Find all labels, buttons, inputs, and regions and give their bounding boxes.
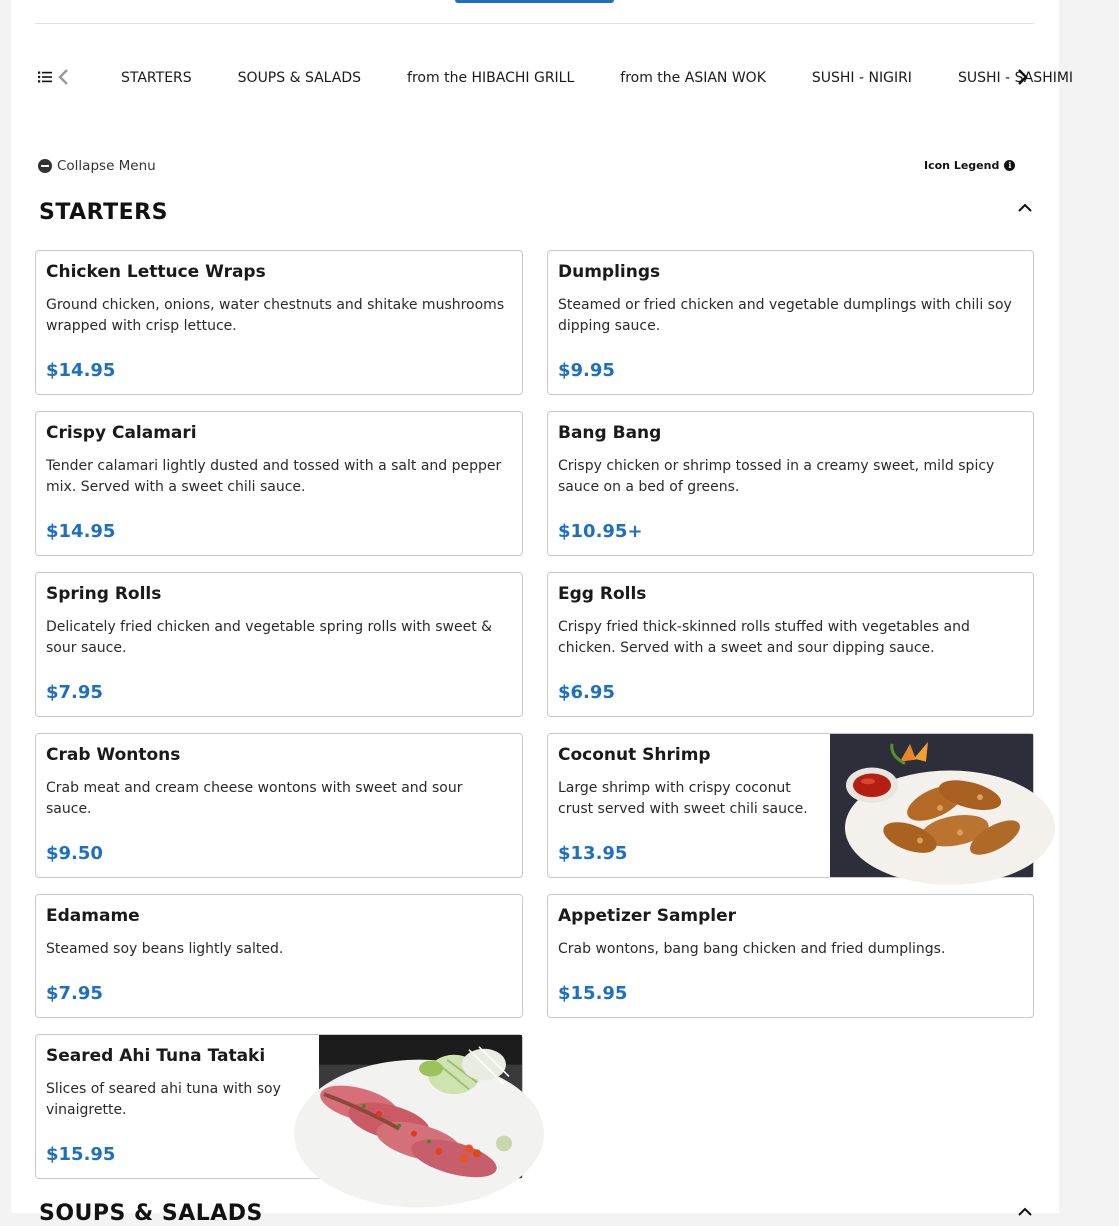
collapse-menu-label: Collapse Menu [57,158,156,174]
collapse-menu-button[interactable] [38,157,156,175]
item-description: Steamed soy beans lightly salted. [46,941,284,957]
coconut-shrimp-photo [830,734,1033,877]
item-price: $13.95 [558,843,628,864]
menu-item-card[interactable] [35,1034,523,1179]
item-description: Crab wontons, bang bang chicken and fried dumplings. [558,941,946,957]
menu-item-card[interactable] [35,572,523,717]
item-price: $7.95 [46,983,103,1004]
item-description: Crab meat and cream cheese wontons with sweet and sour sauce. [46,780,463,817]
category-nav [35,60,1074,96]
chevron-right-icon[interactable] [1015,68,1029,86]
menu-page [11,0,1074,1226]
menu-item-card[interactable] [547,411,1034,556]
item-price: $6.95 [558,682,615,703]
tab-sushi-nigiri[interactable]: SUSHI - NIGIRI [811,70,912,86]
item-price: $15.95 [46,1144,116,1165]
tab-soups-salads[interactable]: SOUPS & SALADS [237,70,362,86]
item-name: Chicken Lettuce Wraps [46,262,266,282]
item-price: $14.95 [46,521,116,542]
item-price: $9.95 [558,360,615,381]
item-name: Seared Ahi Tuna Tataki [46,1046,266,1066]
item-price: $9.50 [46,843,103,864]
item-name: Crab Wontons [46,745,181,765]
top-bar [35,0,1034,24]
order-button[interactable] [455,0,614,3]
item-name: Crispy Calamari [46,423,197,443]
tab-hibachi-grill[interactable]: from the HIBACHI GRILL [407,70,575,86]
category-tabs [91,60,1074,96]
item-name: Appetizer Sampler [558,906,737,926]
icon-legend-button[interactable] [924,157,1015,173]
item-price: $10.95+ [558,521,643,542]
next-section-title: SOUPS & SALADS [39,1201,263,1226]
item-name: Egg Rolls [558,584,647,604]
tab-sushi-sashimi[interactable]: SUSHI - SASHIMI [957,70,1074,86]
item-description: Delicately fried chicken and vegetable spring rolls with sweet & sour sauce. [46,619,493,656]
item-description: Steamed or fried chicken and vegetable dumplings with chili soy dipping sauce. [558,297,1012,334]
menu-item-card[interactable] [547,733,1034,878]
chevron-up-icon[interactable] [1017,202,1033,214]
item-description: Crispy chicken or shrimp tossed in a creamy sweet, mild spicy sauce on a bed of greens. [558,458,995,495]
tab-asian-wok[interactable]: from the ASIAN WOK [620,70,766,86]
minus-circle-icon [38,159,52,173]
item-description: Slices of seared ahi tuna with soy vinaigrette. [46,1081,281,1118]
section-title: STARTERS [39,200,168,225]
menu-item-card[interactable] [547,250,1034,395]
chevron-left-icon[interactable] [57,68,71,86]
item-name: Edamame [46,906,140,926]
menu-item-card[interactable] [547,894,1034,1018]
item-name: Coconut Shrimp [558,745,711,765]
item-price: $14.95 [46,360,116,381]
item-name: Bang Bang [558,423,662,443]
item-price: $15.95 [558,983,628,1004]
item-description: Tender calamari lightly dusted and tossed with a salt and pepper mix. Served with a sweet chili sauce. [46,458,502,495]
icon-legend-label: Icon Legend [924,158,1000,172]
item-name: Spring Rolls [46,584,162,604]
tab-starters[interactable]: STARTERS [121,70,192,86]
menu-item-card[interactable] [547,572,1034,717]
chevron-up-icon[interactable] [1017,1206,1033,1218]
menu-item-card[interactable] [35,733,523,878]
item-price: $7.95 [46,682,103,703]
list-icon[interactable] [37,69,53,85]
menu-item-card[interactable] [35,894,523,1018]
item-description: Ground chicken, onions, water chestnuts and shitake mushrooms wrapped with crisp lettuce. [46,297,505,334]
info-icon: i [1004,160,1015,171]
item-description: Large shrimp with crispy coconut crust served with sweet chili sauce. [558,780,808,817]
menu-items-grid [35,250,1034,1179]
menu-item-card[interactable] [35,250,523,395]
item-description: Crispy fried thick-skinned rolls stuffed with vegetables and chicken. Served with a sweet and sour dipping sauce. [558,619,970,656]
ahi-tuna-photo [319,1035,522,1178]
item-name: Dumplings [558,262,661,282]
menu-item-card[interactable] [35,411,523,556]
